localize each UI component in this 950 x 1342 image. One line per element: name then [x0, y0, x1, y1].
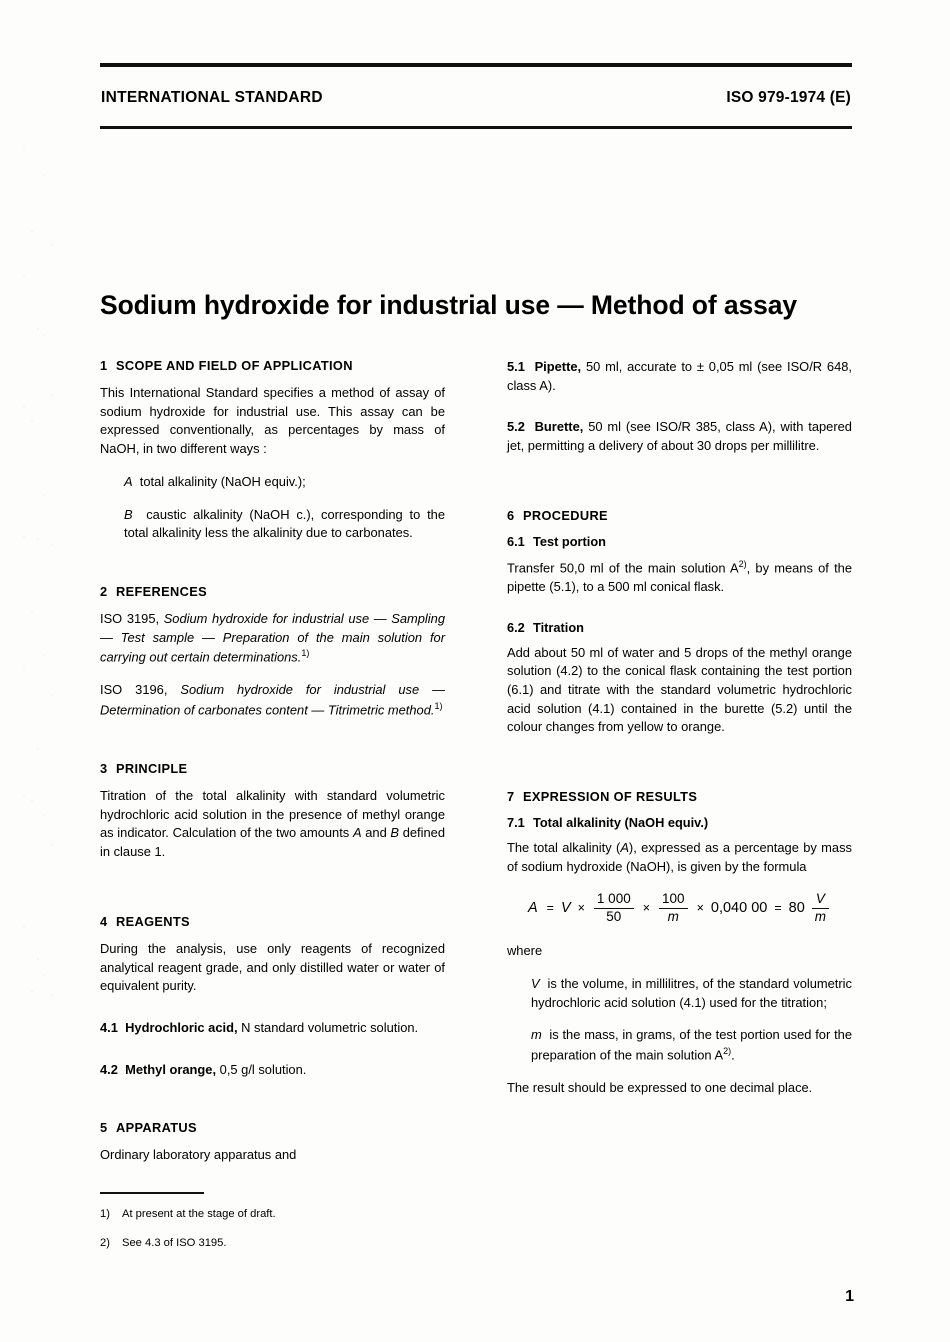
formula-equals-2: = [774, 901, 782, 916]
spacer [100, 876, 445, 914]
footnote-2-text: See 4.3 of ISO 3195. [122, 1236, 227, 1249]
section-1-paragraph: This International Standard specifies a method of assay of sodium hydroxide for industrial use. This assay can be expressed conventionally, as percentages by mass of NaOH, in two different ways : [100, 385, 445, 457]
spacer [100, 734, 445, 761]
apparatus-5-1-name: Pipette, [534, 359, 582, 374]
section-heading-2 [100, 584, 445, 599]
section-heading-1 [100, 358, 445, 373]
subsection-7-1-number: 7.1 [507, 815, 525, 831]
test-portion-text-part-1: Transfer 50,0 ml of the main solution A [507, 560, 739, 576]
section-6-number: 6 [507, 507, 515, 523]
spacer [100, 1010, 445, 1019]
formula-multiply-2: × [642, 901, 651, 916]
principle-text-part-3: defined in clause 1. [100, 825, 446, 860]
left-column [100, 358, 445, 1165]
formula-fraction-1000-over-50 [594, 892, 634, 924]
apparatus-5-1-description: 50 ml, accurate to ± 0,05 ml (see ISO/R 648, class A). [507, 359, 852, 393]
total-alkalinity-symbol-a: A [620, 840, 629, 856]
formula-fraction-1-numerator: 1 000 [596, 891, 631, 907]
formula-fraction-100-over-m [659, 892, 688, 924]
definition-v-text: is the volume, in millilitres, of the standard volumetric hydrochloric acid solution (4.1) used for the titration; [531, 976, 852, 1010]
header-bottom-rule [100, 126, 852, 129]
spacer [507, 470, 852, 508]
scan-noise-decoration [20, 140, 56, 1040]
apparatus-5-2-number: 5.2 [507, 419, 525, 435]
assay-formula [507, 892, 852, 924]
subsection-6-1-title: Test portion [533, 533, 606, 549]
subsection-heading-6-2 [507, 620, 852, 635]
definition-m-text-part-2: . [731, 1047, 735, 1063]
apparatus-5-2 [507, 418, 852, 455]
scope-item-a-symbol: A [124, 473, 133, 489]
total-alkalinity-text-part-2: ), expressed as a percentage by mass of sodium hydroxide (NaOH), is given by the formula [507, 840, 852, 874]
formula-factor: 0,040 00 [710, 900, 768, 917]
section-4-paragraph: During the analysis, use only reagents of recognized analytical reagent grade, and only distilled water or water of equivalent purity. [100, 940, 445, 994]
formula-equals-1: = [546, 901, 554, 916]
section-heading-6 [507, 508, 852, 523]
principle-symbol-b: B [390, 825, 400, 841]
reference-iso-3195-title: Sodium hydroxide for industrial use — Sampling — Test sample — Preparation of the main solution for carrying out certain determinations. [100, 610, 445, 665]
subsection-6-1-number: 6.1 [507, 533, 525, 549]
definition-m-text-part-1: is the mass, in grams, of the test portion used for the preparation of the main solution A [531, 1027, 852, 1063]
subsection-7-1-title: Total alkalinity (NaOH equiv.) [533, 815, 709, 831]
section-heading-5 [100, 1120, 445, 1135]
spacer [100, 1052, 445, 1061]
reagent-4-1 [100, 1019, 445, 1038]
formula-fraction-3-numerator: V [815, 891, 825, 907]
reference-iso-3196 [100, 681, 445, 720]
page-title: Sodium hydroxide for industrial use — Method of assay [100, 289, 798, 320]
formula-fraction-2-numerator: 100 [662, 891, 685, 907]
footnote-1 [100, 1206, 460, 1223]
closing-paragraph: The result should be expressed to one decimal place. [507, 1080, 813, 1096]
footnote-2-mark: 2) [100, 1236, 110, 1249]
total-alkalinity-text-part-1: The total alkalinity ( [507, 840, 621, 856]
total-alkalinity-paragraph [507, 839, 852, 876]
formula-coefficient: 80 [788, 900, 805, 917]
titration-paragraph: Add about 50 ml of water and 5 drops of the methyl orange solution (4.2) to the conical flask containing the test portion (6.1) and titrate with the standard volumetric hydrochloric acid solution (4.1) contained in the burette (5.2) until the colour changes from yellow to orange. [507, 644, 852, 735]
header-row [100, 67, 852, 126]
section-heading-3 [100, 761, 445, 776]
scope-item-b-symbol: B [124, 506, 133, 522]
spacer [507, 751, 852, 789]
page-number: 1 [845, 1288, 854, 1305]
formula-fraction-1-denominator: 50 [606, 909, 622, 925]
section-4-number: 4 [100, 913, 108, 929]
apparatus-5-1-number: 5.1 [507, 359, 525, 374]
where-label: where [507, 943, 543, 959]
section-2-title: REFERENCES [116, 583, 207, 599]
section-5-title: APPARATUS [116, 1120, 197, 1136]
section-1-title: SCOPE AND FIELD OF APPLICATION [116, 358, 353, 373]
footnote-1-text: At present at the stage of draft. [122, 1208, 276, 1221]
section-heading-4 [100, 914, 445, 929]
apparatus-5-2-description: 50 ml (see ISO/R 385, class A), with tapered jet, permitting a delivery of about 30 drops per millilitre. [507, 419, 852, 454]
reference-iso-3195 [100, 610, 445, 667]
reference-iso-3195-prefix: ISO 3195, [100, 610, 164, 626]
formula-fraction-3-denominator: m [814, 909, 827, 925]
header-standard-label: INTERNATIONAL STANDARD [101, 89, 323, 106]
section-7-number: 7 [507, 789, 515, 805]
definition-m-footnote-mark: 2) [723, 1046, 732, 1057]
section-4-title: REAGENTS [116, 913, 190, 929]
scope-item-b-text: caustic alkalinity (NaOH c.), corresponding to the total alkalinity less the alkalinity due to carbonates. [124, 506, 445, 541]
section-1-number: 1 [100, 358, 108, 373]
reference-iso-3196-footnote-mark: 1) [434, 701, 443, 712]
definition-m-symbol: m [531, 1027, 542, 1043]
formula-fraction-2-denominator: m [667, 909, 679, 925]
two-column-body [100, 358, 852, 1163]
header-standard-reference: ISO 979-1974 (E) [726, 89, 851, 106]
formula-lhs-symbol: A [527, 900, 538, 917]
definition-m [531, 1026, 852, 1065]
section-2-number: 2 [100, 583, 108, 599]
test-portion-paragraph [507, 558, 852, 597]
definition-v [531, 975, 852, 1012]
section-7-title: EXPRESSION OF RESULTS [523, 789, 698, 805]
section-3-paragraph [100, 787, 445, 862]
section-3-number: 3 [100, 761, 108, 777]
reagent-4-1-number: 4.1 [100, 1019, 118, 1035]
formula-multiply-3: × [696, 901, 704, 916]
reference-iso-3195-footnote-mark: 1) [301, 648, 310, 659]
apparatus-5-1 [507, 358, 852, 395]
principle-text-part-1: Titration of the total alkalinity with standard volumetric hydrochloric acid solution in the presence of methyl orange as indicator. Calculation of the two amounts [100, 788, 445, 841]
spacer [100, 557, 445, 584]
scope-item-a [124, 473, 445, 492]
formula-symbol-v: V [560, 900, 571, 917]
reagent-4-2-name: Methyl orange, [125, 1061, 217, 1077]
scope-item-a-text: total alkalinity (NaOH equiv.); [139, 473, 306, 489]
spacer [507, 611, 852, 620]
spacer [507, 409, 852, 418]
subsection-heading-7-1 [507, 815, 852, 830]
footnote-separator-rule [100, 1192, 204, 1194]
document-header [100, 63, 852, 129]
footnote-area [100, 1192, 460, 1264]
reagent-4-2-description: 0,5 g/l solution. [216, 1061, 307, 1077]
principle-symbol-a: A [352, 825, 362, 841]
reference-iso-3196-title: Sodium hydroxide for industrial use — Determination of carbonates content — Titrimetric method. [100, 682, 445, 718]
reagent-4-1-description: N standard volumetric solution. [237, 1019, 419, 1035]
reagent-4-2 [100, 1061, 445, 1080]
section-heading-7 [507, 789, 852, 804]
definition-v-symbol: V [531, 976, 540, 992]
subsection-6-2-title: Titration [533, 619, 584, 635]
footnote-1-mark: 1) [100, 1208, 110, 1221]
section-5-number: 5 [100, 1120, 108, 1136]
subsection-6-2-number: 6.2 [507, 619, 525, 635]
reference-iso-3196-prefix: ISO 3196, [100, 682, 181, 698]
section-5-paragraph: Ordinary laboratory apparatus and [100, 1147, 297, 1163]
test-portion-footnote-mark: 2) [738, 558, 747, 569]
section-6-title: PROCEDURE [523, 507, 608, 523]
principle-text-part-2: and [361, 825, 391, 841]
right-column [507, 358, 852, 1098]
test-portion-text-part-2: , by means of the pipette (5.1), to a 500 ml conical flask. [507, 560, 852, 594]
spacer [100, 1093, 445, 1120]
reagent-4-2-number: 4.2 [100, 1061, 118, 1077]
section-3-title: PRINCIPLE [116, 761, 188, 777]
subsection-heading-6-1 [507, 534, 852, 549]
apparatus-5-2-name: Burette, [534, 419, 584, 435]
footnote-2 [100, 1235, 460, 1252]
reagent-4-1-name: Hydrochloric acid, [125, 1019, 238, 1035]
scope-item-b [124, 506, 445, 543]
formula-fraction-v-over-m [812, 892, 829, 924]
formula-multiply-1: × [577, 901, 585, 916]
